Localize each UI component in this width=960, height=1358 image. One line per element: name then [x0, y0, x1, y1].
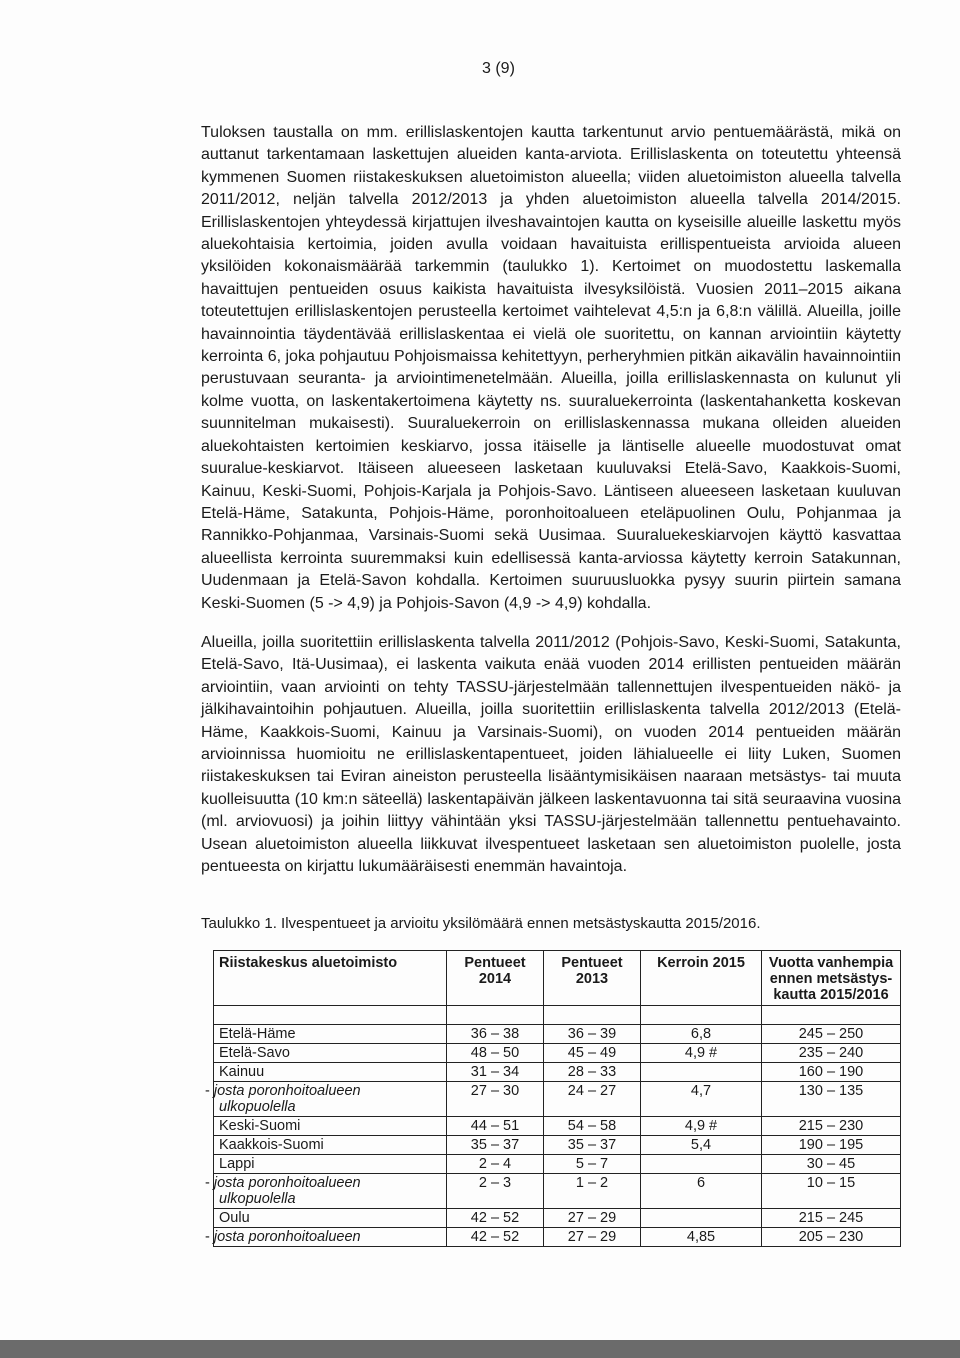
header-pentueet-2014: Pentueet 2014 [447, 951, 544, 1006]
cell-area: Etelä-Häme [214, 1025, 447, 1044]
cell-kerroin [641, 1155, 762, 1174]
scan-edge [0, 1340, 960, 1358]
cell-area: Kainuu [214, 1063, 447, 1082]
cell-vanhemmat: 215 – 230 [762, 1117, 901, 1136]
lynx-table [213, 950, 901, 1247]
cell-kerroin: 5,4 [641, 1136, 762, 1155]
cell-area-sub: - josta poronhoitoalueen [214, 1228, 447, 1247]
cell-p2013: 45 – 49 [544, 1044, 641, 1063]
table-row [214, 1044, 901, 1063]
header-pentueet-2013: Pentueet 2013 [544, 951, 641, 1006]
table-row [214, 1063, 901, 1082]
cell-p2013: 54 – 58 [544, 1117, 641, 1136]
cell-kerroin: 4,9 # [641, 1044, 762, 1063]
cell-p2014: 27 – 30 [447, 1082, 544, 1117]
cell-vanhemmat: 160 – 190 [762, 1063, 901, 1082]
table-row [214, 1228, 901, 1247]
cell-area-sub: - josta poronhoitoalueen ulkopuolella [214, 1174, 447, 1209]
cell-vanhemmat: 245 – 250 [762, 1025, 901, 1044]
cell-area: Oulu [214, 1209, 447, 1228]
cell-vanhemmat: 10 – 15 [762, 1174, 901, 1209]
cell-vanhemmat: 215 – 245 [762, 1209, 901, 1228]
table-caption: Taulukko 1. Ilvespentueet ja arvioitu yksilömäärä ennen metsästyskautta 2015/2016. [201, 915, 761, 932]
cell-kerroin: 4,9 # [641, 1117, 762, 1136]
cell-p2013: 27 – 29 [544, 1209, 641, 1228]
table-row [214, 1025, 901, 1044]
cell-p2013: 1 – 2 [544, 1174, 641, 1209]
cell-p2014: 44 – 51 [447, 1117, 544, 1136]
table-row [214, 1136, 901, 1155]
spacer-row [214, 1006, 901, 1025]
page-number: 3 (9) [482, 60, 515, 77]
cell-p2014: 35 – 37 [447, 1136, 544, 1155]
cell-p2014: 2 – 4 [447, 1155, 544, 1174]
cell-kerroin: 4,85 [641, 1228, 762, 1247]
cell-p2013: 35 – 37 [544, 1136, 641, 1155]
table-row [214, 1082, 901, 1117]
cell-area: Keski-Suomi [214, 1117, 447, 1136]
header-vanhemmat: Vuotta vanhempia ennen metsästys-kautta 2015/2016 [762, 951, 901, 1006]
cell-p2013: 36 – 39 [544, 1025, 641, 1044]
table-row [214, 1174, 901, 1209]
cell-vanhemmat: 205 – 230 [762, 1228, 901, 1247]
cell-kerroin: 6,8 [641, 1025, 762, 1044]
cell-p2013: 27 – 29 [544, 1228, 641, 1247]
cell-p2014: 48 – 50 [447, 1044, 544, 1063]
header-kerroin: Kerroin 2015 [641, 951, 762, 1006]
table-row [214, 1209, 901, 1228]
cell-area-sub: - josta poronhoitoalueen ulkopuolella [214, 1082, 447, 1117]
cell-vanhemmat: 235 – 240 [762, 1044, 901, 1063]
cell-p2014: 31 – 34 [447, 1063, 544, 1082]
cell-area: Lappi [214, 1155, 447, 1174]
cell-kerroin [641, 1063, 762, 1082]
cell-p2014: 42 – 52 [447, 1209, 544, 1228]
table-row [214, 1117, 901, 1136]
table-header-row [214, 951, 901, 1006]
cell-kerroin [641, 1209, 762, 1228]
cell-area: Kaakkois-Suomi [214, 1136, 447, 1155]
cell-p2013: 5 – 7 [544, 1155, 641, 1174]
cell-p2014: 36 – 38 [447, 1025, 544, 1044]
body-paragraph-2: Alueilla, joilla suoritettiin erillislaskenta talvella 2011/2012 (Pohjois-Savo, Keski-Suomi, Satakunta, Etelä-Savo, Itä-Uusimaa), ei laskenta vaikuta enää vuoden 2014 erillisten pentueiden määrän arviointiin, vaan arviointi on tehty TASSU-järjestelmään tallennettujen ilvespentueiden näkö- ja jälkihavaintoihin pohjautuen. Alueilla, joilla suoritettiin erillislaskenta talvella 2012/2013 (Etelä-Häme, Kaakkois-Suomi, Kainuu ja Varsinais-Suomi), on vuoden 2014 pentueiden määrän arvioinnissa huomioitu ne erillislaskentapentueet, joiden lähialueelle ei liity Luken, Suomen riistakeskuksen tai Eviran aineiston perusteella lisääntymisikäisen naaraan metsästys- tai muuta kuolleisuutta (10 km:n säteellä) laskentapäivän jälkeen laskentavuonna tai sitä seuraavina vuosina (ml. arviovuosi) ja joihin liittyy vähintään yksi TASSU-järjestelmään tallennettu pentuehavainto. Usean aluetoimiston alueella liikkuvat ilvespentueet lasketaan sen aluetoimiston puolelle, josta pentueesta on kirjattu lukumääräisesti enemmän havaintoja. [201, 634, 901, 876]
cell-p2014: 2 – 3 [447, 1174, 544, 1209]
cell-p2013: 24 – 27 [544, 1082, 641, 1117]
cell-kerroin: 4,7 [641, 1082, 762, 1117]
cell-p2014: 42 – 52 [447, 1228, 544, 1247]
cell-vanhemmat: 130 – 135 [762, 1082, 901, 1117]
header-area: Riistakeskus aluetoimisto [214, 951, 447, 1006]
cell-kerroin: 6 [641, 1174, 762, 1209]
cell-vanhemmat: 30 – 45 [762, 1155, 901, 1174]
cell-area: Etelä-Savo [214, 1044, 447, 1063]
body-paragraph-1: Tuloksen taustalla on mm. erillislaskentojen kautta tarkentunut arvio pentuemäärästä, mikä on auttanut tarkentamaan laskettujen alueiden kanta-arviota. Erillislaskenta on toteutettu yhteensä kymmenen Suomen riistakeskuksen aluetoimiston alueella; viiden aluetoimiston alueella talvella 2011/2012, neljän talvella 2012/2013 ja yhden aluetoimiston alueella talvella 2014/2015. Erillislaskentojen yhteydessä kirjattujen ilveshavaintojen kautta on kyseisille alueille laskettu myös aluekohtaisia kertoimia, joiden avulla voidaan havaituista erillispentueista arvioida alueen yksilöiden kokonaismäärää tarkemmin (taulukko 1). Kertoimet on muodostettu laskemalla havaittujen pentueiden osuus kaikista havaituista ilvesyksilöistä. Vuosien 2011–2015 aikana toteutettujen erillislaskentojen perusteella kertoimet vaihtelevat 4,5:n ja 6,8:n välillä. Alueilla, joille havainnointia täydentävää erillislaskentaa ei vielä ole suoritettu, on kannan arviointiin käytetty kerrointa 6, joka pohjautuu Pohjoismaissa kehitettyyn, perheryhmien pitkän aikavälin havainnointiin perustuvaan seuranta- ja arviointimenetelmään. Alueilla, joilla erillislaskennasta on kulunut yli kolme vuotta, on laskentakertoimena käytetty ns. suuraluekerrointa (laskentahanketta koskevan suunnitelman mukaisesti). Suuraluekerroin on erillislaskennassa mukana olleiden alueiden aluekohtaisten kertoimien keskiarvo, jossa itäiselle ja läntiselle alueelle muodostuvat omat suuralue-keskiarvot. Itäiseen alueeseen lasketaan kuuluvaksi Etelä-Savo, Kaakkois-Suomi, Kainuu, Keski-Suomi, Pohjois-Karjala ja Pohjois-Savo. Läntiseen alueeseen lasketaan kuuluvan Etelä-Häme, Satakunta, Pohjois-Häme, poronhoitoalueen eteläpuolinen Oulu, Pohjanmaa ja Rannikko-Pohjanmaa, Varsinais-Suomi sekä Uusimaa. Suuraluekeskiarvojen käyttö kasvattaa alueellista kerrointa suuremmaksi kuin edellisessä kanta-arviossa käytetty kerroin Satakunnan, Uudenmaan ja Etelä-Savon kohdalla. Kertoimen suuruusluokka pysyy suurin piirtein samana Keski-Suomen (5 -> 4,9) ja Pohjois-Savon (4,9 -> 4,9) kohdalla. [201, 124, 901, 612]
cell-p2013: 28 – 33 [544, 1063, 641, 1082]
cell-vanhemmat: 190 – 195 [762, 1136, 901, 1155]
table-row [214, 1155, 901, 1174]
